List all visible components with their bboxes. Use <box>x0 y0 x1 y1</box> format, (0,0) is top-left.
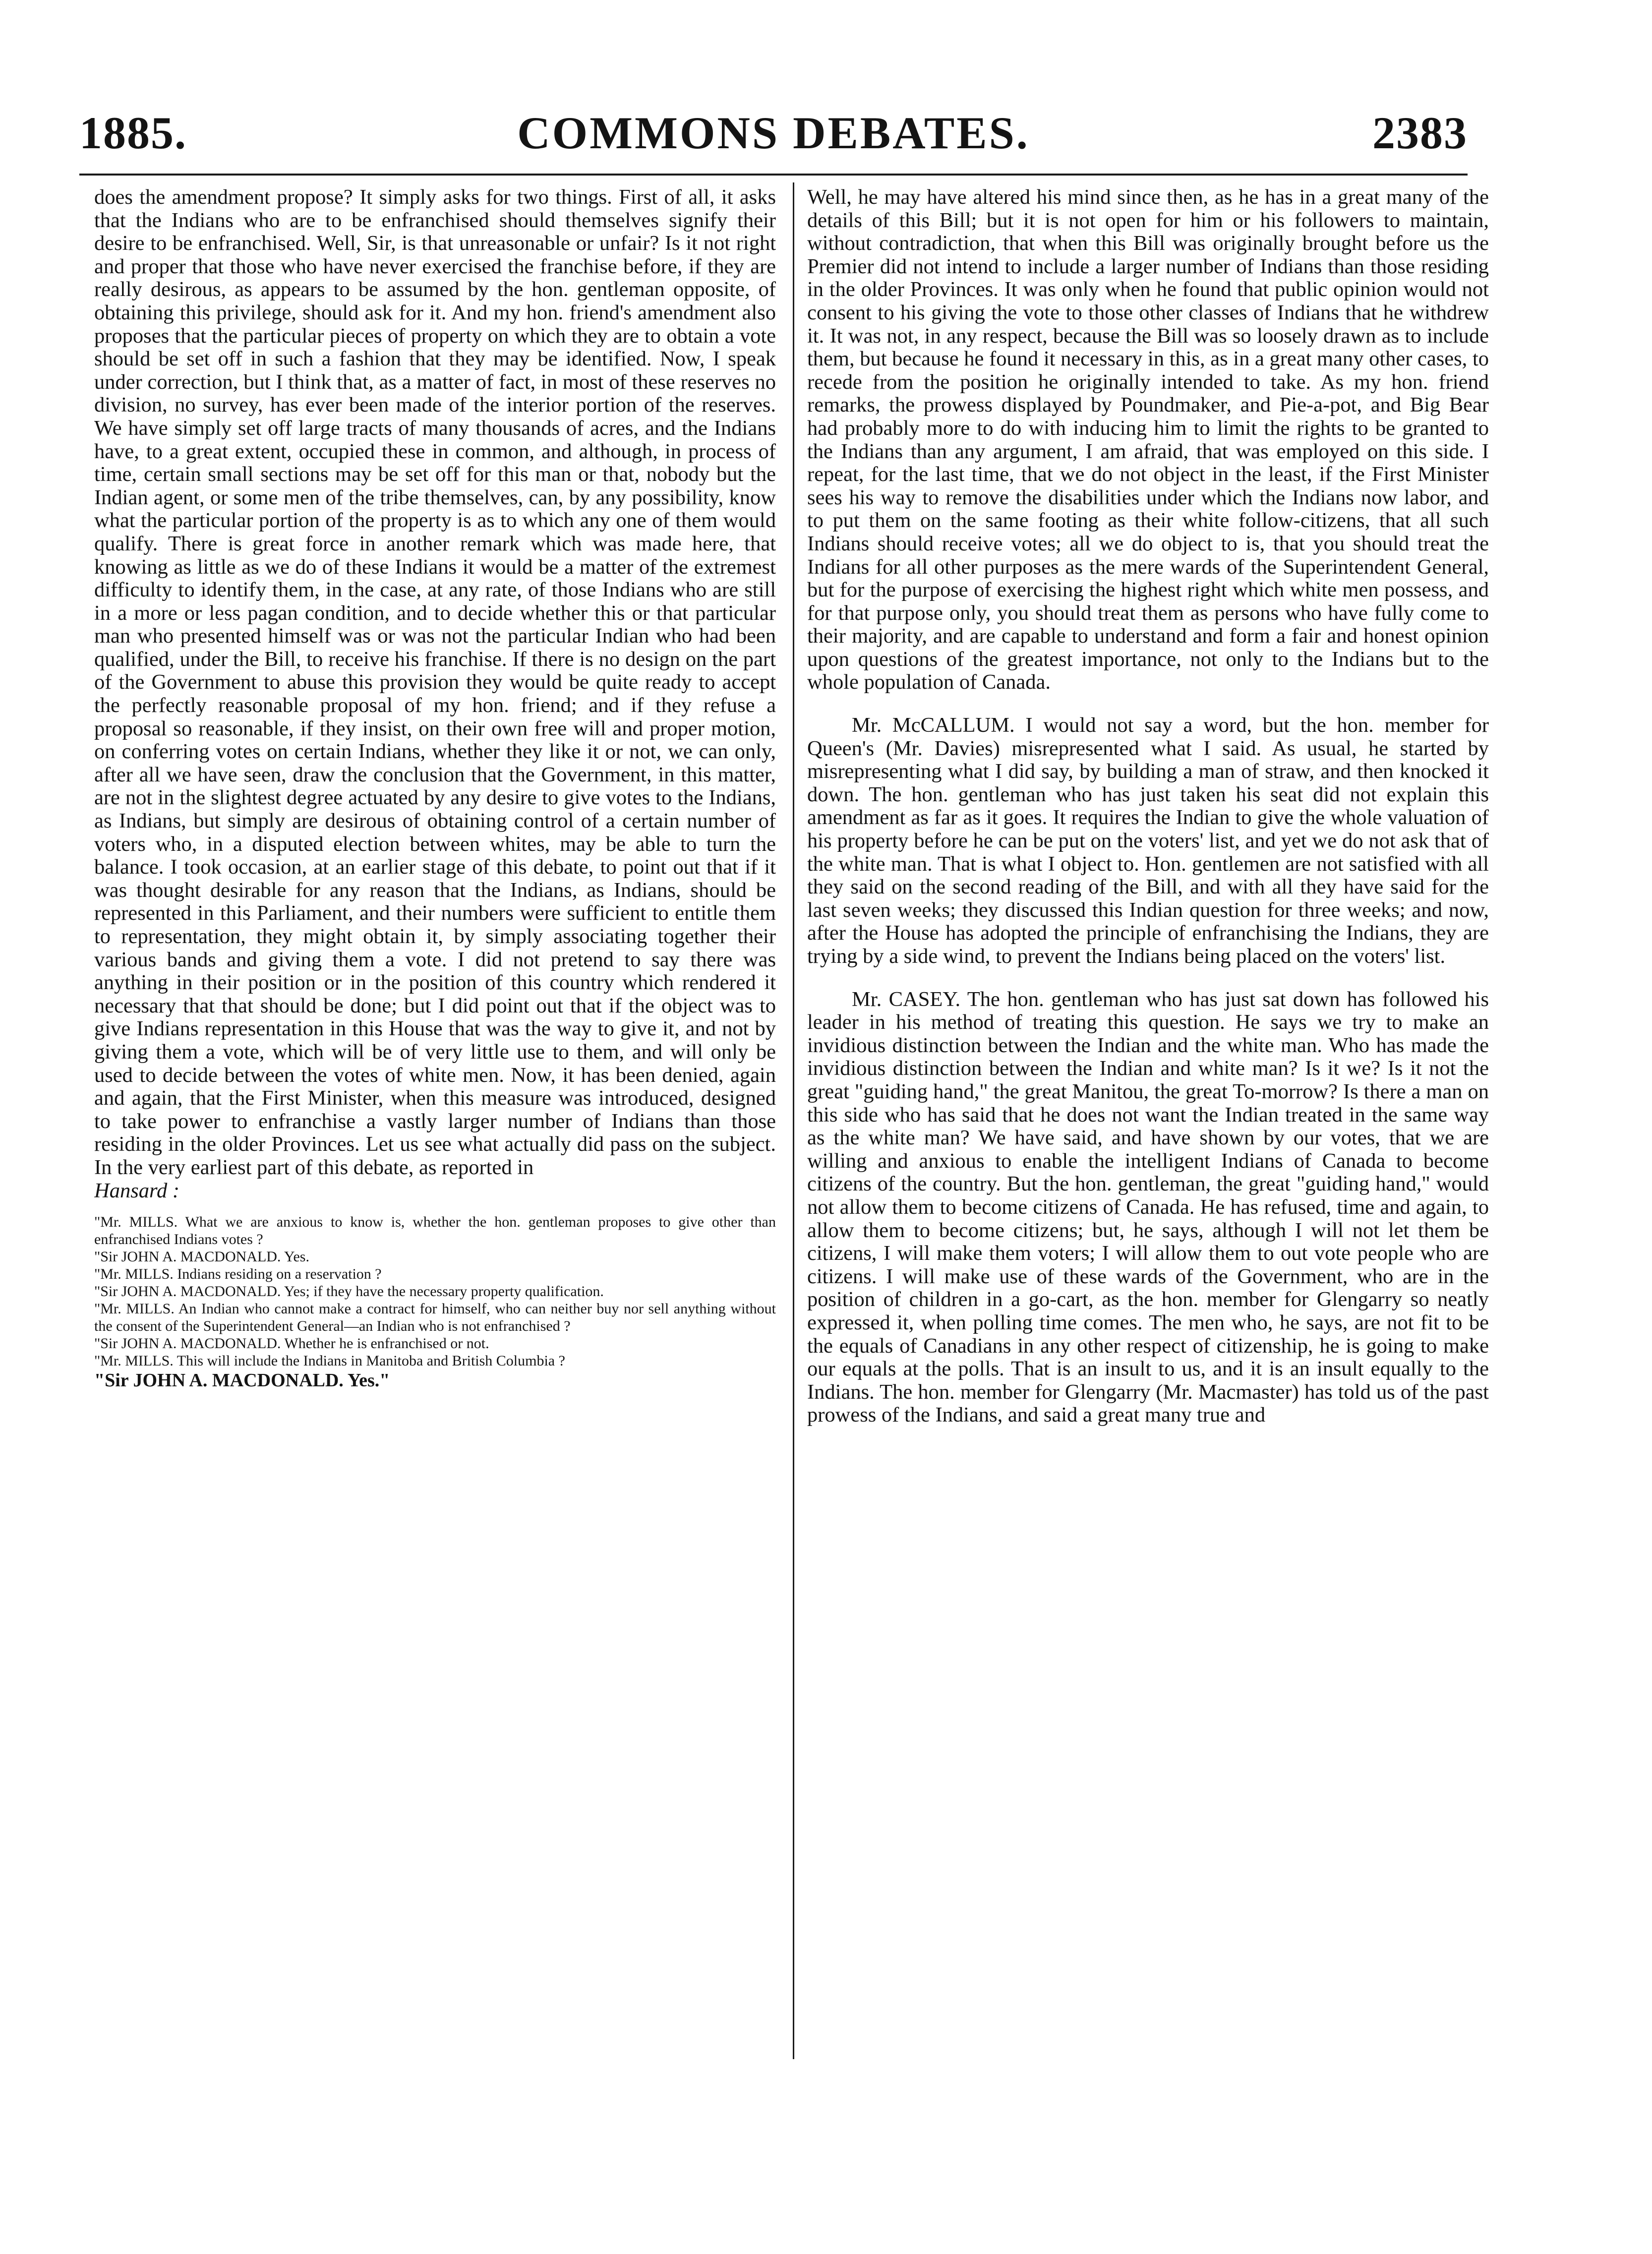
header-title: COMMONS DEBATES. <box>517 108 1030 158</box>
left-paragraph-1: does the amendment propose? It simply asks for two things. First of all, it asks that the Indians who are to be enfranchised should themselves signify their desire to be enfranchised. Well, Sir, is that unreasonable or unfair? Is it not right and proper that those who have never exercised the franchise before, if they are really desirous, as appears to be assumed by the hon. gentleman opposite, of obtaining this privilege, should ask for it. And my hon. friend's amendment also proposes that the particular pieces of property on which they are to obtain a vote should be set off in such a fashion that they may be identified. Now, I speak under correction, but I think that, as a matter of fact, in most of these reserves no division, no survey, has ever been made of the interior portion of the reserves. We have simply set off large tracts of many thousands of acres, and the Indians have, to a great extent, occupied these in common, and although, in process of time, certain small sections may be set off for this man or that, nobody but the Indian agent, or some men of the tribe themselves, can, by any possibility, know what the particular portion of the property is as to which any one of them would qualify. There is great force in another remark which was made here, that knowing as little as we do of these Indians it would be a matter of the extremest difficulty to identify them, in the case, at any rate, of those Indians who are still in a more or less pagan condition, and to decide whether this or that particular man who presented himself was or was not the particular Indian who had been qualified, under the Bill, to receive his franchise. If there is no design on the part of the Government to abuse this provision they would be quite ready to accept the perfectly reasonable proposal of my hon. friend; and if they refuse a proposal so reasonable, if they insist, on their own free will and proper motion, on conferring votes on certain Indians, whether they like it or not, we can only, after all we have seen, draw the conclusion that the Government, in this matter, are not in the slightest degree actuated by any desire to give votes to the Indians, as Indians, but simply are desirous of obtaining control of a certain number of voters who, in a disputed election between whites, may be able to turn the balance. I took occasion, at an earlier stage of this debate, to point out that if it was thought desirable for any reason that the Indians, as Indians, should be represented in this Parliament, and their numbers were sufficient to entitle them to representation, they might obtain it, by simply associating together their various bands and giving them a vote. I did not pretend to say there was anything in their position or in the position of this country which rendered it necessary that that should be done; but I did point out that if the object was to give Indians representation in this House that was the way to give it, and not by giving them a vote, which will be of very little use to them, and will only be used to decide between the votes of white men. Now, it has been denied, again and again, that the First Minister, when this measure was introduced, designed to take power to enfranchise a vastly larger number of Indians than those residing in the older Provinces. Let us see what actually did pass on the subject. In the very earliest part of this debate, as reported in <box>94 186 776 1179</box>
hansard-label: Hansard : <box>94 1179 179 1202</box>
header-year: 1885. <box>79 108 187 158</box>
column-divider <box>793 182 794 2059</box>
hansard-quote: "Mr. MILLS. What we are anxious to know is, whether the hon. gentleman proposes to give other than enfranchised Indians votes ? <box>94 1214 776 1248</box>
right-column <box>807 186 1489 2060</box>
left-column <box>94 186 776 2060</box>
hansard-label-line <box>94 1180 776 1203</box>
header-rule <box>79 174 1468 176</box>
hansard-quote: "Mr. MILLS. Indians residing on a reservation ? <box>94 1266 382 1283</box>
speech-casey: Mr. CASEY. The hon. gentleman who has just sat down has followed his leader in his method of treating this question. He says we try to make an invidious distinction between the Indian and the white man. Who has made the invidious distinction between the Indian and white man? Is it we? Is it not the great "guiding hand," the great Manitou, the great To-morrow? Is there a man on this side who has said that he does not want the Indian treated in the same way as the white man? We have said, and have shown by our votes, that we are willing and anxious to enable the intelligent Indians of Canada to become citizens of the country. But the hon. gentleman, the great "guiding hand," would not allow them to become citizens of Canada. He has refused, time and again, to allow them to become citizens; but, he says, although I will not let them be citizens, I will make them voters; I will allow them to out vote people who are citizens. I will make use of these wards of the Government, who are in the position of children in a go-cart, as the hon. member for Glengarry so neatly expressed it, when polling time comes. The men who, he says, are not fit to be the equals of Canadians in any other respect of citizenship, he is going to make our equals at the polls. That is an insult to us, and it is an insult equally to the Indians. The hon. member for Glengarry (Mr. Macmaster) has told us of the past prowess of the Indians, and said a great many true and <box>807 987 1489 1427</box>
hansard-quote: "Mr. MILLS. An Indian who cannot make a contract for himself, who can neither buy nor sell anything without the consent of the Superintendent General—an Indian who is not enfranchised ? <box>94 1301 776 1335</box>
hansard-quote: "Sir JOHN A. MACDONALD. Yes." <box>94 1370 390 1391</box>
hansard-quote: "Sir JOHN A. MACDONALD. Whether he is enfranchised or not. <box>94 1335 489 1352</box>
hansard-quote: "Sir JOHN A. MACDONALD. Yes; if they have the necessary property qualification. <box>94 1283 604 1300</box>
hansard-quote: "Mr. MILLS. This will include the Indians in Manitoba and British Columbia ? <box>94 1353 565 1369</box>
page-header <box>79 107 1468 166</box>
speech-mccallum: Mr. McCALLUM. I would not say a word, but the hon. member for Queen's (Mr. Davies) misrepresented what I said. As usual, he started by misrepresenting what I did say, by building a man of straw, and then knocked it down. The hon. gentleman who has just taken his seat did not explain this amendment as far as it goes. It requires the Indian to give the whole valuation of his property before he can be put on the voters' list, and yet we do not ask that of the white man. That is what I object to. Hon. gentlemen are not satisfied with all they said on the second reading of the Bill, and with all they have said for the last seven weeks; they discussed this Indian question for three weeks; and now, after the House has adopted the principle of enfranchising the Indians, they are trying by a side wind, to prevent the Indians being placed on the voters' list. <box>807 713 1489 968</box>
right-paragraph-1: Well, he may have altered his mind since then, as he has in a great many of the details of this Bill; but it is not open for him or his followers to maintain, without contradiction, that when this Bill was originally brought before us the Premier did not intend to include a larger number of Indians than those residing in the older Provinces. It was only when he found that public opinion would not consent to his giving the vote to those other classes of Indians that he withdrew it. It was not, in any respect, because the Bill was so loosely drawn as to include them, but because he found it necessary in this, as in a great many other cases, to recede from the position he originally intended to take. As my hon. friend remarks, the prowess displayed by Poundmaker, and Pie-a-pot, and Big Bear had probably more to do with inducing him to limit the rights to be granted to the Indians than any argument, I am afraid, that was employed on this side. I repeat, for the last time, that we do not object in the least, if the First Minister sees his way to remove the disabilities under which the Indians now labor, and to put them on the same footing as their white follow-citizens, that all such Indians should receive votes; all we do object to is, that you should treat the Indians for all other purposes as the mere wards of the Superintendent General, but for the purpose of exercising the highest right which white men possess, and for that purpose only, you should treat them as persons who have fully come to their majority, and are capable to understand and form a fair and honest opinion upon questions of the greatest importance, not only to the Indians but to the whole population of Canada. <box>807 186 1489 694</box>
header-page-number: 2383 <box>1372 108 1468 158</box>
hansard-quote: "Sir JOHN A. MACDONALD. Yes. <box>94 1248 309 1265</box>
